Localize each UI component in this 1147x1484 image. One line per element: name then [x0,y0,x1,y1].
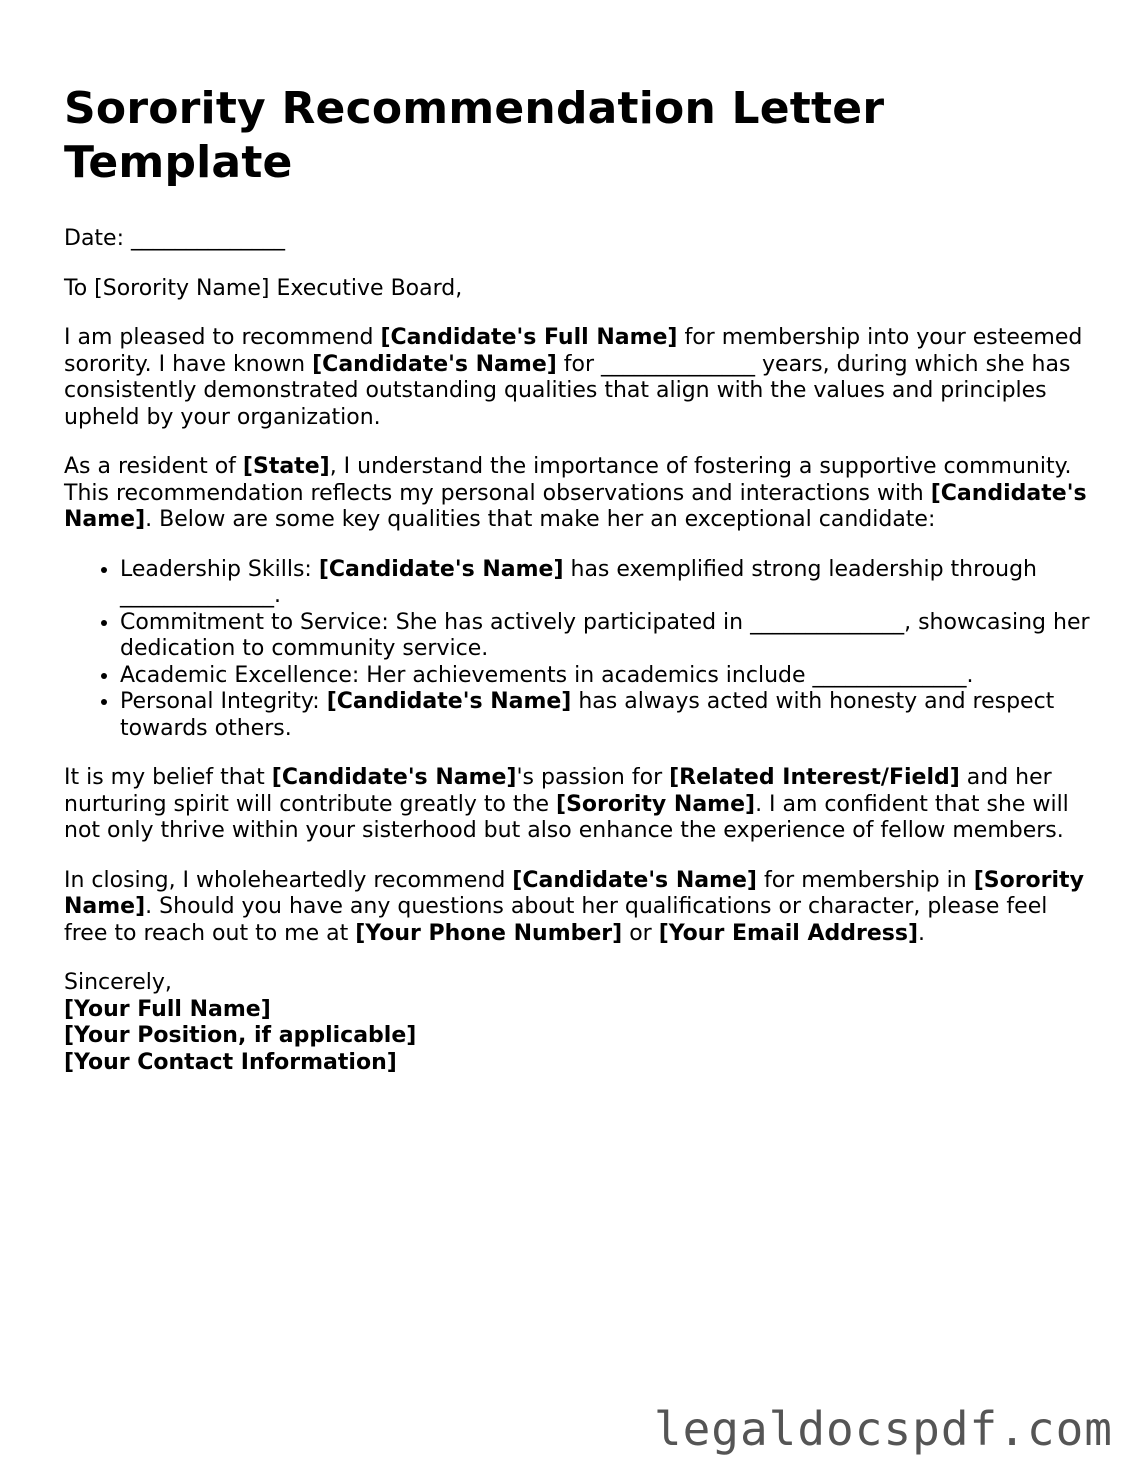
text: for ______________ years, during which she has consistently demonstrated outstanding qualities that align with the values and principles upheld by your organization. [64,351,1071,430]
text: Leadership Skills: [120,556,319,582]
paragraph-resident [64,454,1094,534]
placeholder-sorority-name: [Sorority Name] [64,867,1084,919]
text: 's passion for [516,765,670,790]
list-item-academic [120,663,1094,690]
placeholder-sorority-name: [Sorority Name] [556,791,756,817]
signature-name: [Your Full Name] [64,996,271,1022]
placeholder-candidate-full-name: [Candidate's Full Name] [380,325,678,350]
text: Academic Excellence: Her achievements in academics include ______________. [120,662,974,688]
list-item-integrity [120,689,1094,742]
placeholder-email-address: [Your Email Address] [658,920,919,946]
text: As a resident of [64,454,243,479]
date-line: Date: ______________ [64,226,285,251]
text: and her nurturing spirit will contribute greatly to the [64,765,1052,817]
text: for membership in [756,867,974,893]
text: . I am confident that she will not only thrive within your sisterhood but also enhance the experience of fellow members. [64,791,1069,843]
text: , I understand the importance of fostering a supportive community. This recommendation reflects my personal observations and interactions with [64,454,1072,506]
signature-position: [Your Position, if applicable] [64,1023,417,1048]
paragraph-closing [64,868,1094,948]
placeholder-candidate-name: [Candidate's Name] [64,480,1087,532]
text: It is my belief that [64,765,272,790]
text: Personal Integrity: [120,689,327,714]
text: . [918,920,926,946]
signature-contact: [Your Contact Information] [64,1049,397,1075]
placeholder-related-interest: [Related Interest/Field] [669,765,960,790]
placeholder-candidate-name: [Candidate's Name] [512,867,757,893]
placeholder-candidate-name: [Candidate's Name] [312,351,557,377]
placeholder-phone-number: [Your Phone Number] [355,920,623,946]
placeholder-candidate-name: [Candidate's Name] [326,689,572,714]
watermark: legaldocspdf.com [653,1402,1113,1456]
closing-word: Sincerely, [64,970,172,995]
paragraph-belief [64,765,1094,845]
list-item-service [120,610,1094,663]
text: . Below are some key qualities that make her an exceptional candidate: [145,507,936,532]
text: has exemplified strong leadership through ______________. [120,556,1037,608]
placeholder-candidate-name: [Candidate's Name] [318,556,564,582]
text: has always acted with honesty and respect towards others. [120,689,1055,741]
text: or [622,920,659,946]
qualities-list [64,557,1094,743]
paragraph-intro [64,325,1094,431]
letter-document [64,82,1094,1076]
page-title: Sorority Recommendation Letter Template [64,83,885,188]
placeholder-state: [State] [242,454,330,479]
text: In closing, I wholeheartedly recommend [64,867,513,893]
list-item-leadership [120,557,1094,610]
text: . Should you have any questions about her qualifications or character, please feel free to reach out to me at [64,894,1048,946]
text: I am pleased to recommend [64,325,381,350]
signature-block [64,970,1094,1076]
greeting: To [Sorority Name] Executive Board, [64,275,463,301]
placeholder-candidate-name: [Candidate's Name] [271,765,517,790]
text: Commitment to Service: She has actively participated in ______________, showcasing her dedication to community service. [120,609,1090,661]
text: for membership into your esteemed sorority. I have known [64,325,1083,377]
